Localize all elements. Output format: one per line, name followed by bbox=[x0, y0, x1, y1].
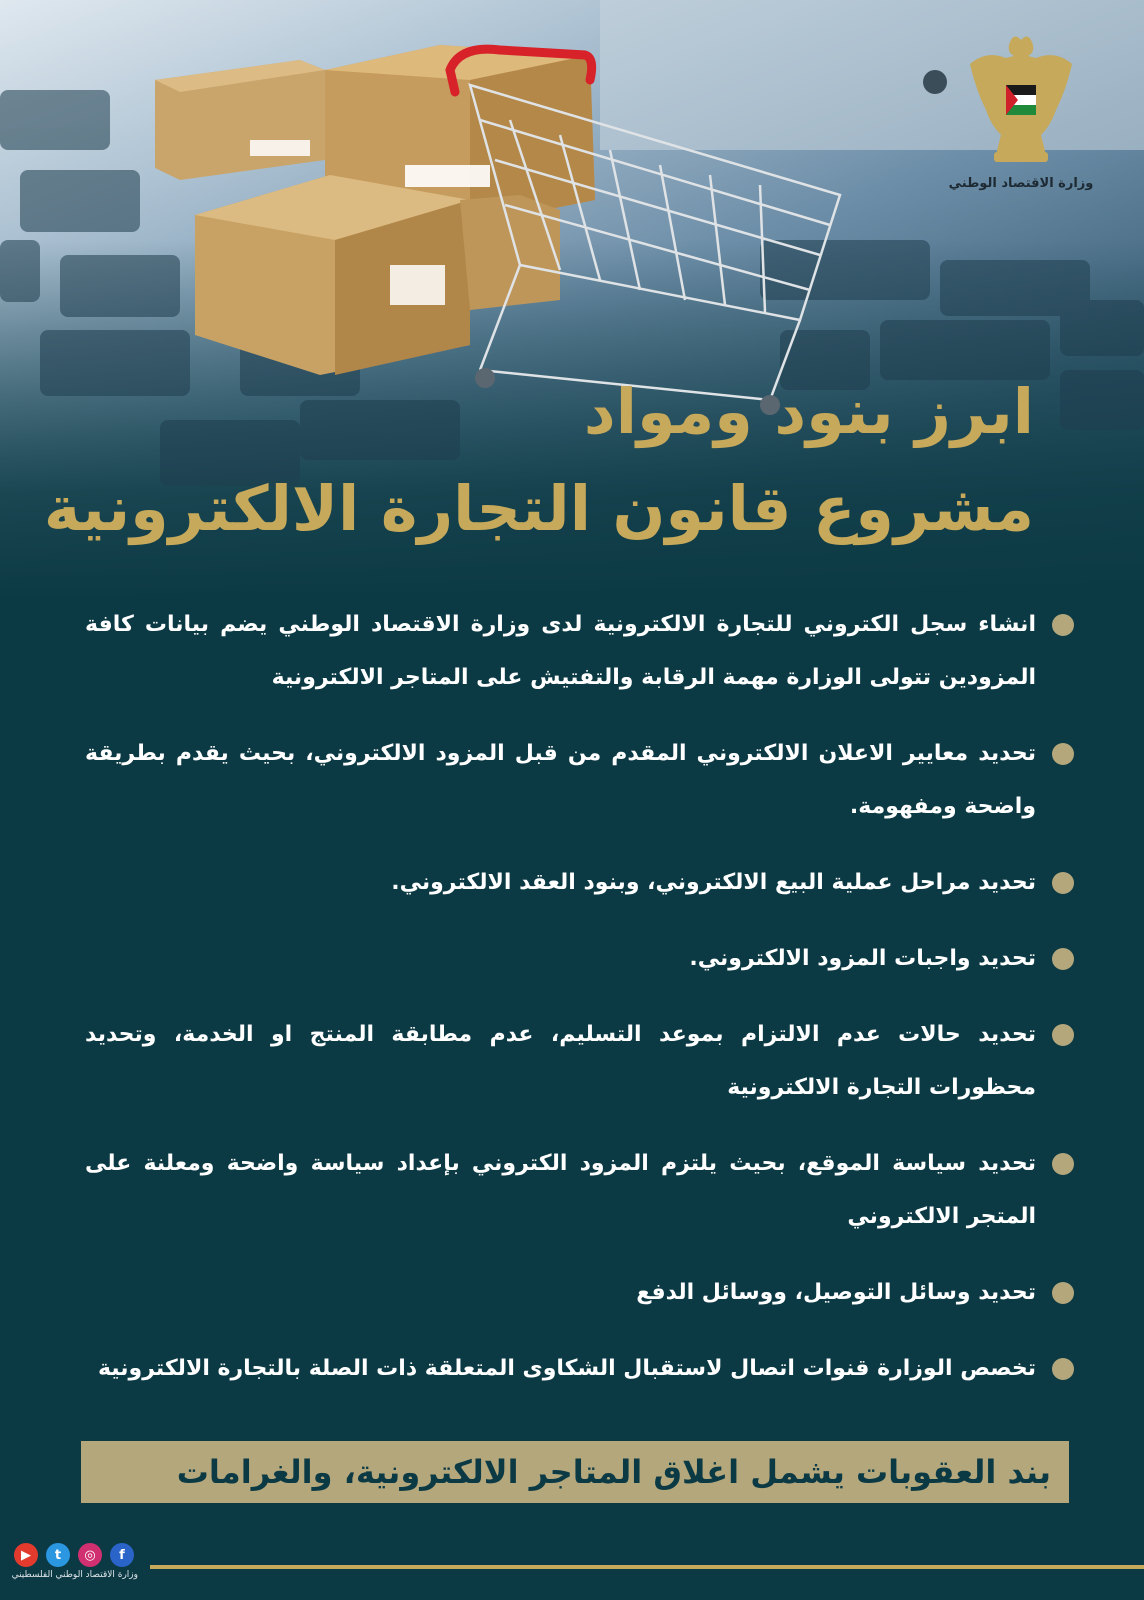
bullet-icon bbox=[1052, 948, 1074, 970]
social-caption: وزارة الاقتصاد الوطني الفلسطيني bbox=[11, 1570, 138, 1580]
ministry-logo bbox=[946, 30, 1096, 191]
list-item bbox=[85, 727, 1074, 833]
hero-image bbox=[0, 0, 1144, 600]
list-item-text: تحديد مراحل عملية البيع الالكتروني، وبنود العقد الالكتروني. bbox=[391, 870, 1036, 895]
page-title-line-2: مشروع قانون التجارة الالكترونية bbox=[43, 472, 1034, 545]
list-item bbox=[85, 1342, 1074, 1395]
bullet-icon bbox=[1052, 1024, 1074, 1046]
list-item-text: تحديد معايير الاعلان الالكتروني المقدم من قبل المزود الالكتروني، بحيث يقدم بطريقة واضحة ومفهومة. bbox=[85, 741, 1036, 819]
bullet-icon bbox=[1052, 614, 1074, 636]
list-item bbox=[85, 1008, 1074, 1114]
list-item bbox=[85, 932, 1074, 985]
social-links bbox=[11, 1543, 138, 1580]
list-item bbox=[85, 856, 1074, 909]
footer-divider bbox=[150, 1565, 1144, 1569]
provisions-list bbox=[85, 598, 1074, 1418]
bullet-icon bbox=[1052, 872, 1074, 894]
list-item-text: تحديد سياسة الموقع، بحيث يلتزم المزود الكتروني بإعداد سياسة واضحة ومعلنة على المتجر الالكتروني bbox=[85, 1151, 1036, 1229]
list-item bbox=[85, 1266, 1074, 1319]
eagle-emblem-icon bbox=[966, 30, 1076, 170]
page-title-line-1: ابرز بنود ومواد bbox=[583, 375, 1034, 448]
twitter-icon[interactable]: t bbox=[46, 1543, 70, 1567]
bullet-icon bbox=[1052, 1282, 1074, 1304]
list-item bbox=[85, 598, 1074, 704]
bullet-icon bbox=[1052, 743, 1074, 765]
penalty-banner: بند العقوبات يشمل اغلاق المتاجر الالكترونية، والغرامات المالية. bbox=[81, 1441, 1069, 1503]
list-item-text: تحديد وسائل التوصيل، ووسائل الدفع bbox=[636, 1280, 1036, 1305]
bullet-icon bbox=[1052, 1153, 1074, 1175]
instagram-icon[interactable]: ◎ bbox=[78, 1543, 102, 1567]
list-item-text: انشاء سجل الكتروني للتجارة الالكترونية لدى وزارة الاقتصاد الوطني يضم بيانات كافة المزودين تتولى الوزارة مهمة الرقابة والتفتيش على المتاجر الالكترونية bbox=[85, 612, 1036, 690]
list-item-text: تخصص الوزارة قنوات اتصال لاستقبال الشكاوى المتعلقة ذات الصلة بالتجارة الالكترونية bbox=[97, 1356, 1036, 1381]
bullet-icon bbox=[1052, 1358, 1074, 1380]
ministry-caption: وزارة الاقتصاد الوطني bbox=[948, 176, 1094, 191]
youtube-icon[interactable]: ▶ bbox=[14, 1543, 38, 1567]
list-item bbox=[85, 1137, 1074, 1243]
list-item-text: تحديد واجبات المزود الالكتروني. bbox=[689, 946, 1036, 971]
list-item-text: تحديد حالات عدم الالتزام بموعد التسليم، عدم مطابقة المنتج او الخدمة، وتحديد محظورات التجارة الالكترونية bbox=[85, 1022, 1036, 1100]
facebook-icon[interactable]: f bbox=[110, 1543, 134, 1567]
